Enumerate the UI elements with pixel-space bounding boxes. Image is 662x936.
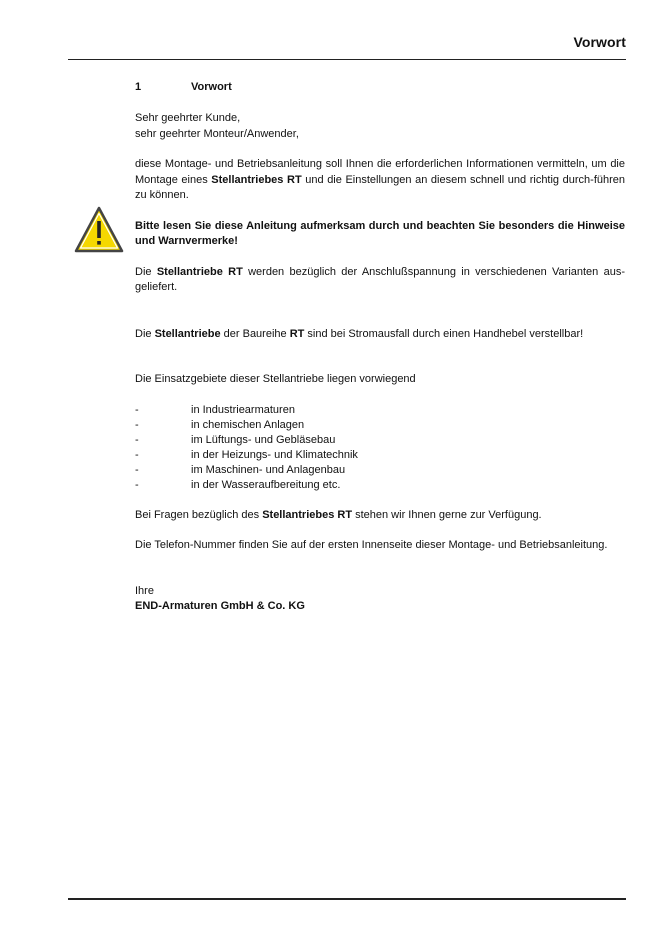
list-dash: - xyxy=(135,464,139,477)
section-title: Vorwort xyxy=(191,81,232,93)
list-dash: - xyxy=(135,449,139,462)
questions-paragraph xyxy=(135,508,625,524)
section-number: 1 xyxy=(135,81,142,93)
questions-text-1: Bei Fragen bezüglich des xyxy=(135,508,263,521)
handlever-paragraph xyxy=(135,327,625,343)
list-item-text: in der Wasseraufbereitung etc. xyxy=(191,479,341,492)
intro-text-1: diese Montage- und Betriebsanleitung soll Ihnen die erforderlichen Informationen vermitteln, um die Montage eines xyxy=(135,158,625,186)
questions-product: Stellantriebes RT xyxy=(262,508,353,521)
list-item-text: in Industriearmaturen xyxy=(191,403,295,416)
usage-intro: Die Einsatzgebiete dieser Stellantriebe liegen vorwiegend xyxy=(135,373,416,385)
intro-paragraph xyxy=(135,157,625,204)
variants-product: Stellantriebe RT xyxy=(156,265,243,278)
list-dash: - xyxy=(135,433,139,446)
header-rule xyxy=(68,59,626,60)
list-dash: - xyxy=(135,479,139,492)
section-heading xyxy=(135,78,625,94)
list-item xyxy=(135,403,625,418)
warning-text: Bitte lesen Sie diese Anleitung aufmerksam durch und beachten Sie besonders die Hinweise und Warnvermerke! xyxy=(135,219,625,247)
questions-text-2: stehen wir Ihnen gerne zur Verfügung. xyxy=(352,508,542,521)
intro-text-2: und die Einstellungen an diesem schnell und richtig durch-führen zu können. xyxy=(135,173,626,201)
list-dash: - xyxy=(135,418,139,431)
greeting xyxy=(135,111,625,142)
greeting-line-2: sehr geehrter Monteur/Anwender, xyxy=(135,127,299,140)
closing-line: Ihre xyxy=(135,584,154,597)
list-item-text: im Lüftungs- und Gebläsebau xyxy=(191,433,336,446)
list-item xyxy=(135,478,625,493)
warning-triangle-icon xyxy=(74,206,124,254)
list-item-text: in der Heizungs- und Klimatechnik xyxy=(191,449,358,462)
list-item xyxy=(135,418,625,433)
greeting-line-1: Sehr geehrter Kunde, xyxy=(135,112,241,124)
variants-text-2: werden bezüglich der Anschlußspannung in verschiedenen Varianten aus-geliefert. xyxy=(135,265,625,293)
handlever-series: RT xyxy=(289,327,305,340)
phone-paragraph: Die Telefon-Nummer finden Sie auf der ersten Innenseite dieser Montage- und Betriebsanleitung. xyxy=(135,539,608,552)
list-item-text: in chemischen Anlagen xyxy=(191,418,305,431)
list-item-text: im Maschinen- und Anlagenbau xyxy=(191,464,346,477)
handlever-text-2: der Baureihe xyxy=(220,327,290,340)
list-item xyxy=(135,448,625,463)
handlever-text-1: Die xyxy=(135,327,155,340)
usage-list xyxy=(135,403,625,494)
list-item xyxy=(135,463,625,478)
page-header-title: Vorwort xyxy=(573,34,626,50)
variants-text-1: Die xyxy=(135,265,157,278)
list-dash: - xyxy=(135,403,139,416)
closing xyxy=(135,584,625,615)
handlever-product: Stellantriebe xyxy=(154,327,221,340)
footer-rule xyxy=(68,898,626,900)
intro-product: Stellantriebes RT xyxy=(211,173,302,186)
company-name: END-Armaturen GmbH & Co. KG xyxy=(135,600,305,613)
list-item xyxy=(135,433,625,448)
handlever-text-3: sind bei Stromausfall durch einen Handhebel verstellbar! xyxy=(304,327,584,340)
document-body xyxy=(135,78,625,615)
variants-paragraph xyxy=(135,265,625,296)
